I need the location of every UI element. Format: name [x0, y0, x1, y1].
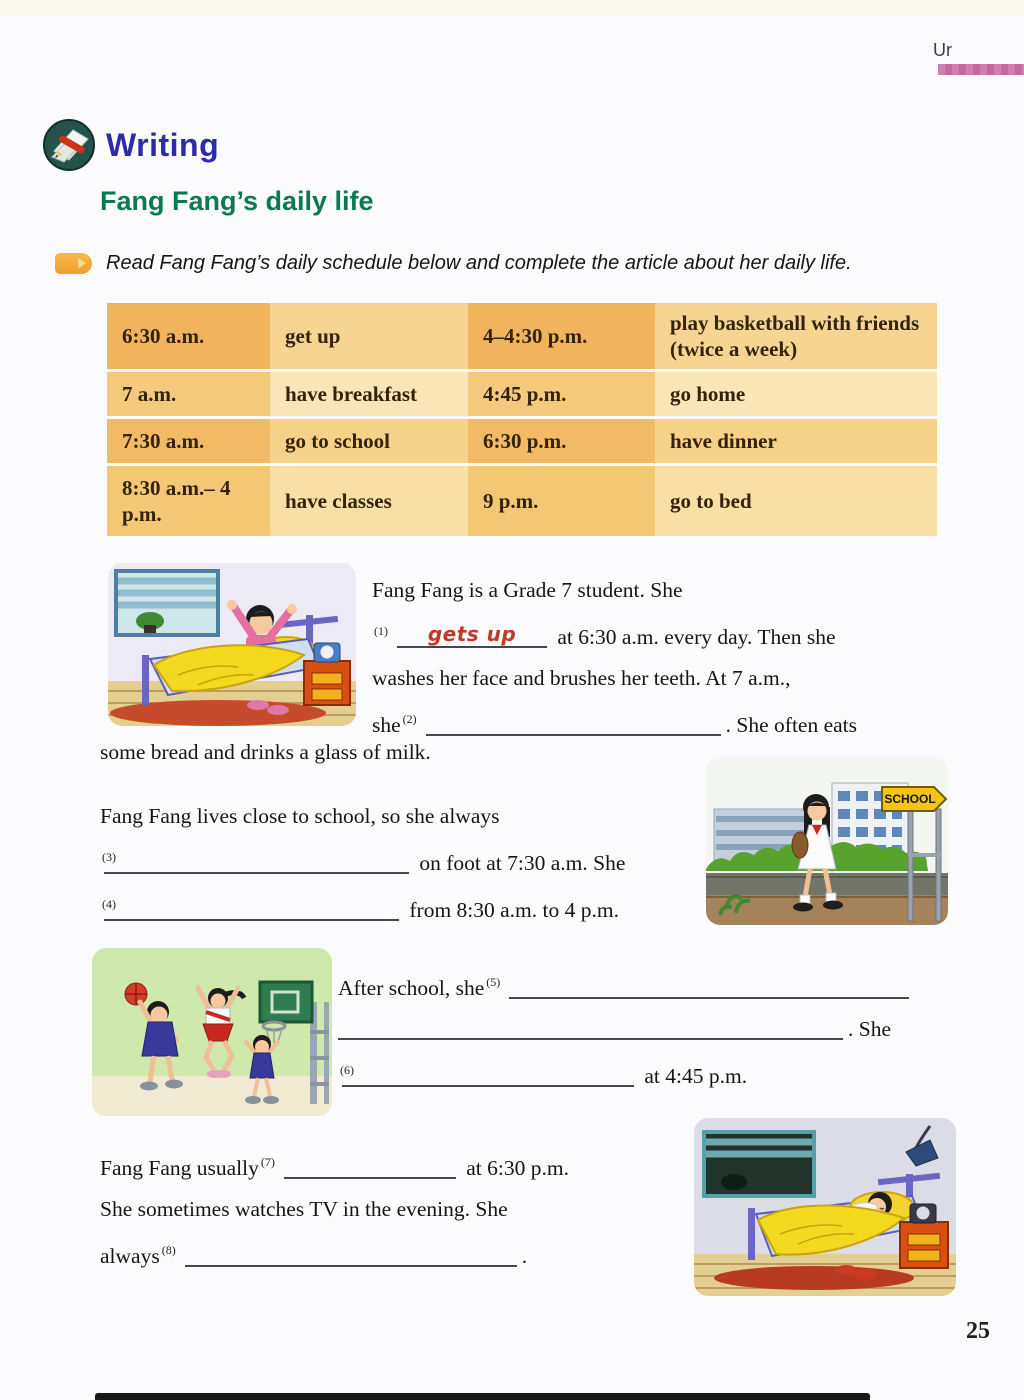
article-paragraph-2: [100, 796, 710, 931]
svg-text:SCHOOL: SCHOOL: [884, 792, 936, 806]
text-segment: She sometimes watches TV in the evening. She: [100, 1197, 508, 1221]
text-segment: on foot at 7:30 a.m. She: [419, 851, 626, 875]
table-cell: have dinner: [655, 419, 937, 463]
blank-8: [185, 1243, 517, 1267]
instruction-arrow-icon: [55, 253, 92, 274]
unit-pink-bar: [938, 64, 1024, 75]
table-cell: have breakfast: [270, 372, 468, 416]
basketball-illustration: [92, 948, 332, 1116]
text-segment: After school, she: [338, 976, 485, 1000]
walk-to-school-image: [706, 757, 948, 925]
blank-7-label: (7): [260, 1155, 275, 1169]
unit-corner-label: Ur: [933, 40, 952, 60]
blank-1-label: (1): [374, 624, 388, 638]
article-paragraph-3: [338, 962, 956, 1097]
text-segment: at 4:45 p.m.: [644, 1064, 748, 1088]
table-cell: play basketball with friends (twice a week): [655, 303, 937, 369]
section-header: [42, 118, 219, 172]
text-segment: Fang Fang lives close to school, so she always: [100, 804, 500, 828]
table-cell: 7:30 a.m.: [107, 419, 270, 463]
sleeping-image: [694, 1118, 956, 1296]
article-paragraph-1: [372, 570, 947, 746]
table-cell: 4–4:30 p.m.: [468, 303, 655, 369]
table-cell: 7 a.m.: [107, 372, 270, 416]
instruction-text: Read Fang Fang’s daily schedule below and complete the article about her daily life.: [106, 252, 852, 274]
wake-up-illustration: [108, 563, 356, 726]
instruction-row: [55, 250, 955, 277]
text-segment: . She: [848, 1017, 891, 1041]
text-segment: at 6:30 p.m.: [466, 1156, 569, 1180]
text-segment: always: [100, 1244, 160, 1268]
text-segment: at 6:30 a.m. every day. Then she: [557, 625, 836, 649]
basketball-image: [92, 948, 332, 1116]
writing-icon: [42, 118, 96, 172]
section-title: Writing: [106, 126, 220, 163]
page-bottom-scan-edge: [95, 1393, 870, 1400]
walk-to-school-illustration: [706, 757, 948, 925]
page-number: 25: [966, 1318, 990, 1344]
blank-6: [342, 1063, 634, 1087]
blank-4-label: (4): [102, 897, 116, 911]
table-cell: go to bed: [655, 466, 937, 536]
blank-6-label: (6): [340, 1063, 354, 1077]
table-cell: get up: [270, 303, 468, 369]
blank-3: [104, 850, 409, 874]
blank-8-label: (8): [161, 1243, 176, 1257]
text-segment: some bread and drinks a glass of milk.: [100, 740, 431, 764]
table-cell: 4:45 p.m.: [468, 372, 655, 416]
blank-2-label: (2): [402, 712, 417, 726]
blank-5-continued: [338, 1016, 843, 1040]
table-cell: go to school: [270, 419, 468, 463]
text-segment: .: [521, 1244, 528, 1268]
text-segment: she: [372, 713, 401, 737]
text-segment: Fang Fang usually: [100, 1156, 259, 1180]
table-cell: 6:30 p.m.: [468, 419, 655, 463]
sleeping-illustration: [694, 1118, 956, 1296]
blank-7: [284, 1155, 456, 1179]
text-segment: from 8:30 a.m. to 4 p.m.: [409, 898, 619, 922]
lesson-title: Fang Fang’s daily life: [100, 186, 374, 216]
blank-3-label: (3): [102, 850, 116, 864]
daily-schedule-table: [107, 303, 937, 536]
blank-5: [509, 975, 909, 999]
blank-5-label: (5): [486, 975, 501, 989]
table-cell: 6:30 a.m.: [107, 303, 270, 369]
article-paragraph-1-continued: [100, 732, 700, 773]
page-top-edge: [0, 0, 1024, 15]
article-paragraph-4: [100, 1142, 670, 1277]
table-cell: 9 p.m.: [468, 466, 655, 536]
blank-4: [104, 897, 399, 921]
text-segment: . She often eats: [725, 713, 858, 737]
wake-up-image: [108, 563, 356, 726]
table-cell: 8:30 a.m.– 4 p.m.: [107, 466, 270, 536]
text-segment: washes her face and brushes her teeth. At 7 a.m.,: [372, 666, 791, 690]
table-cell: go home: [655, 372, 937, 416]
blank-1-answer: gets up: [427, 622, 517, 646]
blank-1: [397, 624, 547, 648]
table-cell: have classes: [270, 466, 468, 536]
text-segment: Fang Fang is a Grade 7 student. She: [372, 578, 683, 602]
